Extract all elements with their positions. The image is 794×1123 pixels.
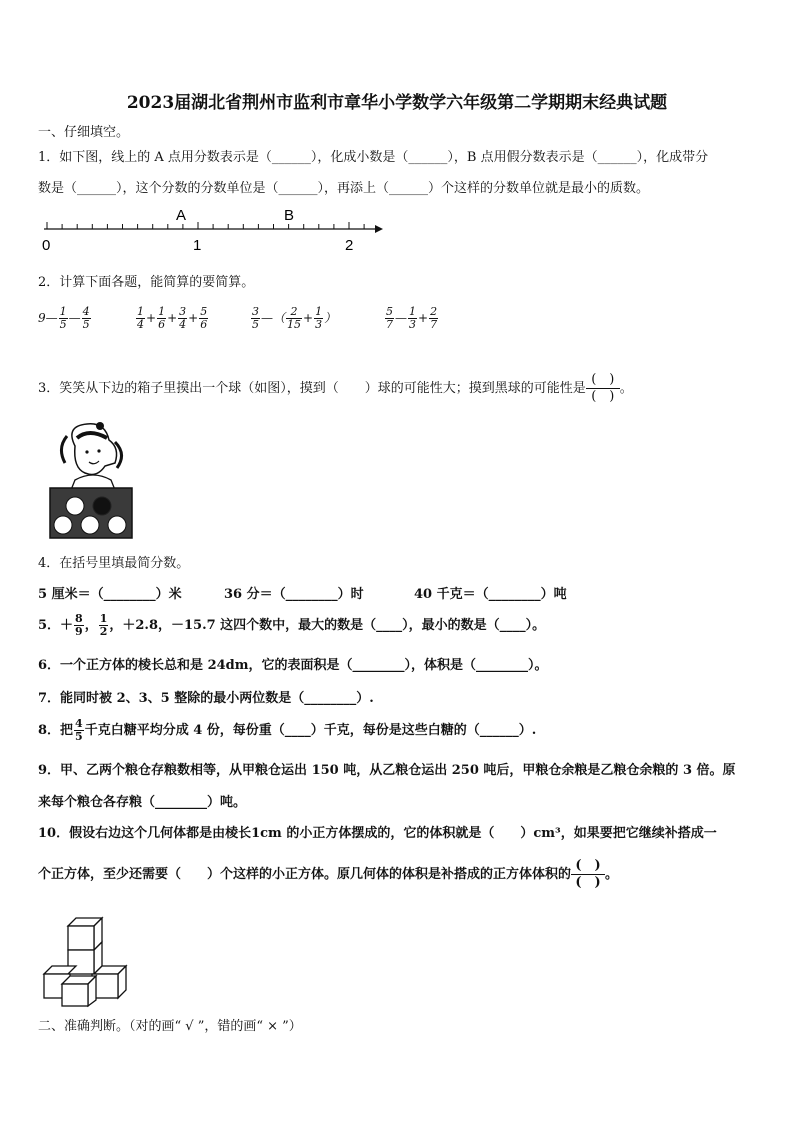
question-10-line-2: 个正方体，至少还需要（ ）个这样的小正方体。原几何体的体积是补搭成的正方体体积的 ( ) ( )。 bbox=[38, 858, 619, 890]
question-4-item-c: 40 千克＝（________）吨 bbox=[414, 587, 567, 602]
white-ball-icon bbox=[81, 516, 99, 534]
question-9-line-2: 来每个粮仓各存粮（________）吨。 bbox=[38, 795, 247, 810]
expression-2: $\frac{1}{4}$ + $\frac{1}{6}$ + $\frac{3}{4}$ + $\frac{5}{6}$ bbox=[137, 305, 208, 331]
tick-label-1: 1 bbox=[193, 237, 202, 254]
expression-3: $\frac{3}{5}$ —（ $\frac{2}{15}$ + $\frac{1}{3}$ ） bbox=[252, 305, 337, 331]
question-9-line-1: 9．甲、乙两个粮仓存粮数相等，从甲粮仓运出 150 吨，从乙粮仓运出 250 吨后，甲粮仓余粮是乙粮仓余粮的 3 倍。原 bbox=[38, 763, 736, 778]
page-title: 2023届湖北省荆州市监利市章华小学数学六年级第二学期期末经典试题 bbox=[126, 93, 668, 113]
tick-label-2: 2 bbox=[345, 237, 354, 254]
question-3: 3．笑笑从下边的箱子里摸出一个球（如图），摸到（ ）球的可能性大；摸到黑球的可能性是 ( ) ( )。 bbox=[38, 372, 633, 404]
question-1-line-1: 1．如下图，线上的 A 点用分数表示是（______），化成小数是（______），B 点用假分数表示是（______），化成带分 bbox=[38, 150, 709, 165]
expression-4: $\frac{5}{7}$ — $\frac{1}{3}$ + $\frac{2}{7}$ bbox=[386, 305, 438, 331]
white-ball-icon bbox=[66, 497, 84, 515]
point-a-label: A bbox=[176, 207, 187, 224]
question-6: 6．一个正方体的棱长总和是 24dm，它的表面积是（________），体积是（________）。 bbox=[38, 658, 548, 673]
cube-stack-illustration bbox=[42, 912, 132, 1008]
girl-with-box-illustration bbox=[45, 418, 140, 543]
white-ball-icon bbox=[108, 516, 126, 534]
question-2: 2．计算下面各题，能简算的要简算。 bbox=[38, 275, 255, 290]
question-4: 4．在括号里填最简分数。 bbox=[38, 556, 190, 571]
question-4-item-b: 36 分＝（________）时 bbox=[224, 587, 364, 602]
number-line bbox=[35, 200, 395, 258]
expression-1: 9— $\frac{1}{5}$ — $\frac{4}{5}$ bbox=[38, 305, 90, 331]
arrow-icon bbox=[375, 225, 383, 233]
question-8: 8．把 $\frac{4}{5}$ 千克白糖平均分成 4 份，每份重（____）千克，每份是这些白糖的（______）. bbox=[38, 717, 537, 743]
question-4-item-a: 5 厘米＝（________）米 bbox=[38, 587, 182, 602]
point-b-label: B bbox=[284, 207, 295, 224]
question-10-line-1: 10．假设右边这个几何体都是由棱长1cm 的小正方体摆成的，它的体积就是（ ）cm³，如果要把它继续补搭成一 bbox=[38, 826, 717, 841]
section-heading-2: 二、准确判断。（对的画“ √ ”，错的画“ × ”） bbox=[38, 1019, 302, 1034]
white-ball-icon bbox=[54, 516, 72, 534]
tick-label-0: 0 bbox=[42, 237, 51, 254]
question-5: 5．＋ $\frac{8}{9}$ ， $\frac{1}{2}$ ，＋2.8，－15.7 这四个数中，最大的数是（____），最小的数是（____）。 bbox=[38, 612, 546, 638]
black-ball-icon bbox=[93, 497, 111, 515]
question-7: 7．能同时被 2、3、5 整除的最小两位数是（________）. bbox=[38, 691, 374, 706]
section-heading-1: 一、仔细填空。 bbox=[38, 125, 130, 140]
question-1-line-2: 数是（______），这个分数的分数单位是（______），再添上（______）个这样的分数单位就是最小的质数。 bbox=[38, 181, 650, 196]
